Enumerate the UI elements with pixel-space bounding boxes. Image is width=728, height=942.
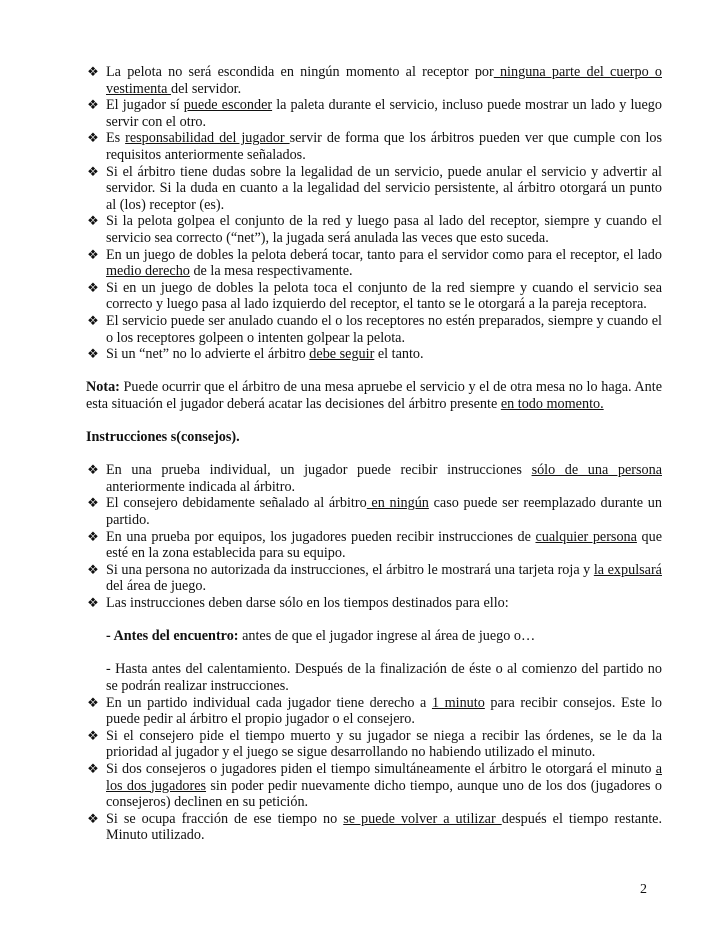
diamond-bullet-icon: ❖	[87, 495, 99, 511]
diamond-bullet-icon: ❖	[87, 462, 99, 478]
item-text: servir de forma que los árbitros pueden ver que cumple con los requisitos anteriormente señalados.	[106, 130, 663, 163]
list-item	[86, 811, 662, 844]
underlined-text: medio derecho	[106, 263, 190, 280]
underlined-text: sólo de una persona	[531, 462, 662, 479]
diamond-bullet-icon: ❖	[87, 64, 99, 79]
list-item	[86, 64, 662, 97]
diamond-bullet-icon: ❖	[87, 528, 99, 544]
diamond-bullet-icon: ❖	[87, 694, 99, 710]
item-text: Si la pelota golpea el conjunto de la red y luego pasa al lado del receptor, siempre y cuando el servicio sea correcto (“net”), la jugada será anulada las veces que esto suceda.	[106, 213, 662, 246]
item-text: Si un “net” no lo advierte el árbitro	[106, 346, 310, 363]
diamond-bullet-icon: ❖	[87, 727, 99, 743]
list-item	[86, 728, 662, 761]
item-text: después el tiempo restante. Minuto utilizado.	[106, 810, 662, 844]
list-item	[86, 313, 662, 346]
item-text: Es	[106, 130, 126, 147]
item-text: Si en un juego de dobles la pelota toca el conjunto de la red siempre y cuando el servicio sea correcto y luego pasa al lado izquierdo del receptor, el tanto se le otorgará a la pareja receptora.	[106, 279, 662, 313]
diamond-bullet-icon: ❖	[87, 561, 99, 577]
item-text: Si dos consejeros o jugadores piden el tiempo simultáneamente el árbitro le otorgará el minuto	[106, 760, 656, 777]
diamond-bullet-icon: ❖	[87, 163, 99, 179]
underlined-text: puede esconder	[183, 97, 273, 114]
item-text: que esté en la zona establecida para su equipo.	[106, 528, 662, 562]
item-text: El servicio puede ser anulado cuando el o los receptores no estén preparados, siempre y cuando el o los receptores golpeen o intenten golpear la pelota.	[106, 312, 662, 346]
item-text: Las instrucciones deben darse sólo en los tiempos destinados para ello:	[106, 595, 509, 611]
list-item	[86, 247, 662, 280]
list-item	[86, 695, 662, 728]
note-underlined: en todo momento.	[500, 395, 604, 412]
diamond-bullet-icon: ❖	[87, 810, 99, 826]
list-item	[86, 280, 662, 313]
item-text: el tanto.	[374, 346, 424, 363]
item-text: La pelota no será escondida en ningún momento al receptor por	[106, 64, 494, 80]
underlined-text: se puede volver a utilizar	[343, 810, 502, 827]
item-text: la paleta durante el servicio, incluso puede mostrar un lado y luego servir con el otro.	[106, 97, 662, 130]
list-item	[86, 462, 662, 495]
diamond-bullet-icon: ❖	[87, 279, 99, 295]
item-text: El consejero debidamente señalado al árbitro	[106, 495, 367, 512]
list-item	[86, 213, 662, 246]
item-text: del servidor.	[171, 80, 242, 97]
list-item	[86, 495, 662, 528]
page-number: 2	[640, 882, 647, 897]
item-text: anteriormente indicada al árbitro.	[106, 478, 296, 495]
diamond-bullet-icon: ❖	[87, 312, 99, 328]
antes-text: antes de que el jugador ingrese al área de juego o…	[238, 628, 536, 645]
item-text: para recibir consejos. Este lo puede pedir al árbitro el propio jugador o el consejero.	[106, 694, 662, 728]
document-page	[86, 64, 662, 844]
list-item	[86, 346, 662, 363]
diamond-bullet-icon: ❖	[87, 246, 99, 262]
service-rules-list	[86, 64, 662, 363]
underlined-text: ninguna parte del cuerpo o vestimenta	[106, 64, 662, 97]
timeout-rules-list	[86, 695, 662, 844]
underlined-text: en ningún	[366, 495, 429, 512]
item-text: del área de juego.	[106, 578, 207, 595]
list-item	[86, 562, 662, 595]
item-text: En un partido individual cada jugador tiene derecho a	[106, 694, 432, 711]
list-item	[86, 130, 662, 163]
antes-label: - Antes del encuentro:	[106, 628, 239, 645]
list-item	[86, 164, 662, 214]
underlined-text: 1 minuto	[431, 694, 485, 711]
item-text: caso puede ser reemplazado durante un partido.	[106, 495, 662, 529]
diamond-bullet-icon: ❖	[87, 130, 99, 146]
diamond-bullet-icon: ❖	[87, 346, 99, 362]
note-label: Nota:	[86, 379, 120, 396]
item-text: Si el consejero pide el tiempo muerto y su jugador se niega a recibir las órdenes, se le da la prioridad al jugador y el juego se sigue desarrollando no habiendo utilizado el minuto.	[106, 727, 662, 761]
underlined-text: la expulsará	[593, 561, 662, 578]
diamond-bullet-icon: ❖	[87, 97, 99, 113]
item-text: En una prueba por equipos, los jugadores pueden recibir instrucciones de	[106, 528, 536, 545]
antes-paragraph	[86, 628, 662, 645]
instructions-rules-list	[86, 462, 662, 611]
item-text: Si se ocupa fracción de ese tiempo no	[106, 810, 344, 827]
diamond-bullet-icon: ❖	[87, 760, 99, 776]
item-text: El jugador sí	[106, 97, 184, 114]
list-item	[86, 761, 662, 811]
list-item	[86, 529, 662, 562]
item-text: de la mesa respectivamente.	[189, 263, 353, 280]
hasta-paragraph: - Hasta antes del calentamiento. Después de la finalización de éste o al comienzo del partido no se podrán realizar instrucciones.	[106, 661, 662, 694]
underlined-text: cualquier persona	[535, 528, 637, 545]
diamond-bullet-icon: ❖	[87, 595, 99, 610]
note-text: Puede ocurrir que el árbitro de una mesa apruebe el servicio y el de otra mesa no lo haga. Ante esta situación el jugador deberá acatar las decisiones del árbitro presente	[86, 379, 662, 412]
diamond-bullet-icon: ❖	[87, 213, 99, 229]
underlined-text: responsabilidad del jugador	[125, 130, 290, 147]
item-text: Si una persona no autorizada da instrucciones, el árbitro le mostrará una tarjeta roja y	[106, 561, 594, 578]
item-text: sin poder pedir nuevamente dicho tiempo, aunque uno de los dos (jugadores o consejeros) declinen en su petición.	[106, 777, 662, 811]
item-text: En un juego de dobles la pelota deberá tocar, tanto para el servidor como para el receptor, el lado	[106, 246, 662, 263]
list-item	[86, 595, 662, 612]
note-paragraph	[86, 379, 662, 412]
underlined-text: debe seguir	[309, 346, 375, 363]
item-text: Si el árbitro tiene dudas sobre la legalidad de un servicio, puede anular el servicio y advertir al servidor. Si la duda en cuanto a la legalidad del servicio persistente, al árbitro otorgará un punto al (los) receptor (es).	[106, 163, 662, 213]
underlined-text: a los dos jugadores	[106, 760, 662, 794]
list-item	[86, 97, 662, 130]
item-text: En una prueba individual, un jugador puede recibir instrucciones	[106, 462, 532, 479]
section-heading: Instrucciones s(consejos).	[86, 429, 240, 446]
